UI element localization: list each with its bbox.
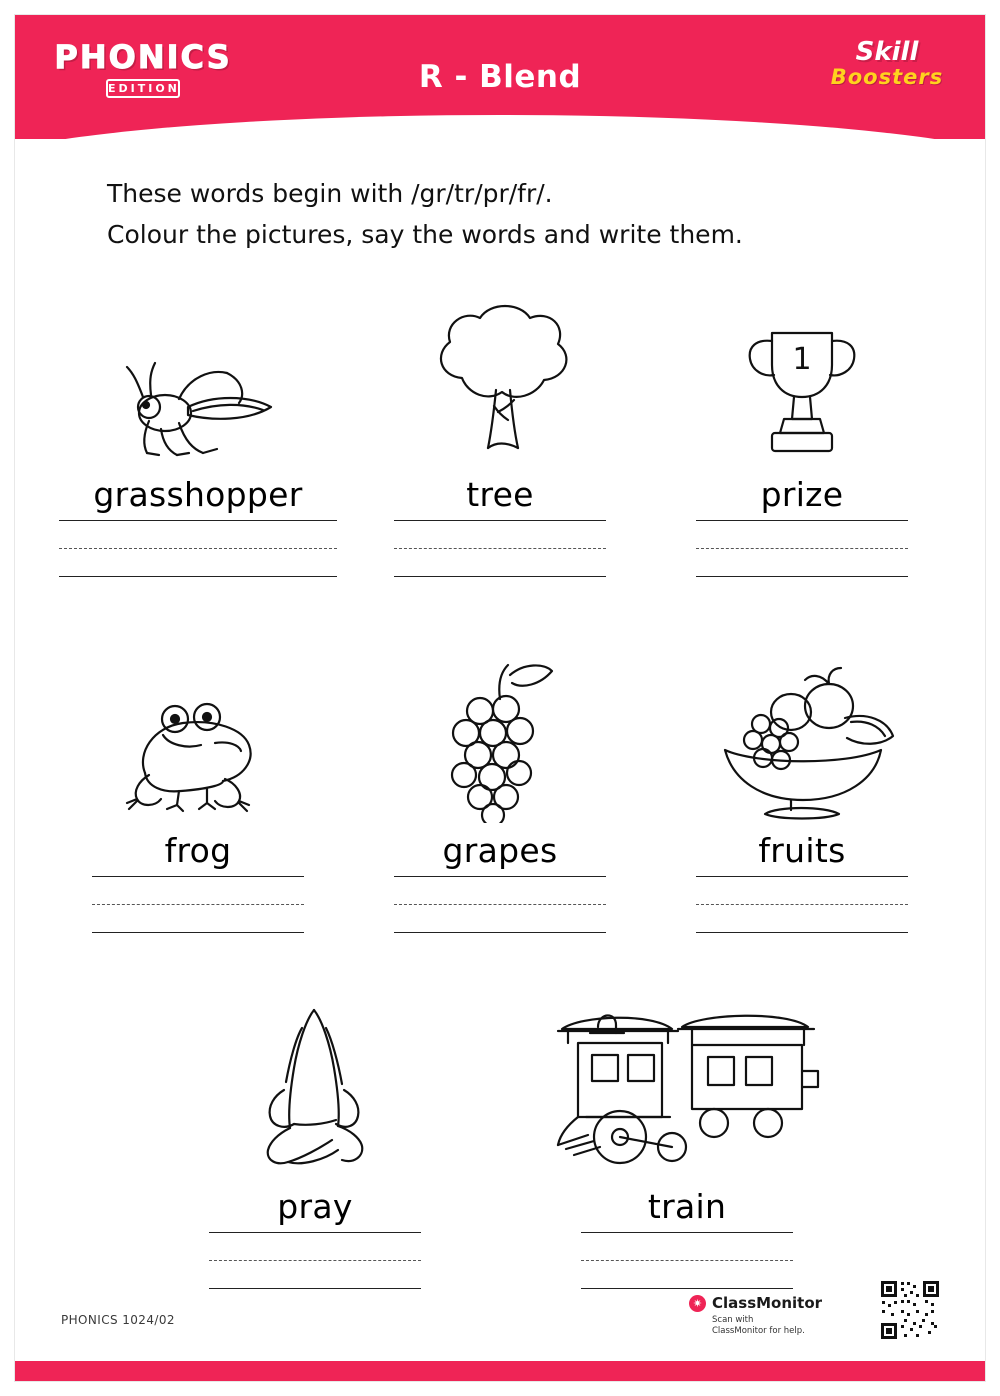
- frog-icon: [103, 633, 293, 823]
- writing-line-dashed: [209, 1260, 421, 1261]
- scan-help-line-2: ClassMonitor for help.: [712, 1326, 805, 1336]
- writing-line-solid-bottom: [92, 932, 304, 933]
- worksheet-item-fruits: [651, 633, 953, 933]
- worksheet-item-grasshopper: [47, 277, 349, 577]
- word-label: frog: [164, 831, 232, 870]
- fruit-bowl-icon: [695, 633, 910, 823]
- train-icon: [542, 989, 832, 1179]
- writing-line-solid-bottom: [394, 576, 606, 577]
- writing-line-dashed: [394, 904, 606, 905]
- worksheet-sheet: [14, 14, 986, 1382]
- writing-line-solid-top: [394, 520, 606, 521]
- writing-line-solid-top: [59, 520, 337, 521]
- worksheet-item-frog: [47, 633, 349, 933]
- worksheet-grid: [47, 277, 955, 1289]
- writing-line-solid-top: [92, 876, 304, 877]
- qr-code-icon[interactable]: [879, 1279, 941, 1341]
- writing-line-solid-bottom: [581, 1288, 793, 1289]
- writing-line-dashed: [92, 904, 304, 905]
- writing-line-solid-top: [696, 876, 908, 877]
- phonics-logo-word: PHONICS: [54, 38, 232, 76]
- writing-lines[interactable]: [394, 876, 606, 933]
- instructions-line-2: Colour the pictures, say the words and write them.: [107, 220, 743, 249]
- writing-lines[interactable]: [209, 1232, 421, 1289]
- grapes-icon: [420, 633, 580, 823]
- worksheet-item-tree: [349, 277, 651, 577]
- writing-line-solid-top: [696, 520, 908, 521]
- word-label: tree: [466, 475, 534, 514]
- worksheet-row: [47, 633, 955, 933]
- skill-boosters-logo-bottom: Boosters: [830, 65, 944, 89]
- worksheet-code: PHONICS 1024/02: [61, 1313, 175, 1327]
- trophy-icon: [722, 277, 882, 467]
- writing-lines[interactable]: [581, 1232, 793, 1289]
- header-curve-decoration: [15, 115, 985, 139]
- phonics-logo-edition: EDITION: [106, 79, 180, 98]
- footer-accent-bar: [15, 1361, 985, 1381]
- writing-line-solid-top: [394, 876, 606, 877]
- page-header: [15, 15, 985, 139]
- writing-line-dashed: [581, 1260, 793, 1261]
- writing-lines[interactable]: [59, 520, 337, 577]
- grasshopper-icon: [93, 277, 303, 467]
- writing-line-solid-bottom: [394, 932, 606, 933]
- scan-help-line-1: Scan with: [712, 1315, 754, 1325]
- worksheet-row: [47, 989, 955, 1289]
- worksheet-item-grapes: [349, 633, 651, 933]
- writing-line-dashed: [59, 548, 337, 549]
- classmonitor-brand: [689, 1294, 849, 1337]
- writing-lines[interactable]: [394, 520, 606, 577]
- writing-line-solid-top: [581, 1232, 793, 1233]
- row-spacer: [47, 933, 955, 989]
- word-label: prize: [760, 475, 844, 514]
- worksheet-item-prize: [651, 277, 953, 577]
- page-title: R - Blend: [418, 59, 582, 95]
- tree-icon: [410, 277, 590, 467]
- worksheet-row: [47, 277, 955, 577]
- skill-boosters-logo-top: Skill: [855, 37, 919, 67]
- skill-boosters-logo: [823, 39, 951, 115]
- word-label: grasshopper: [93, 475, 303, 514]
- word-label: grapes: [442, 831, 558, 870]
- writing-lines[interactable]: [696, 876, 908, 933]
- brand-name: ClassMonitor: [712, 1294, 823, 1312]
- word-label: train: [647, 1187, 727, 1226]
- writing-line-dashed: [394, 548, 606, 549]
- star-icon: ✷: [689, 1295, 706, 1312]
- instructions-line-1: These words begin with /gr/tr/pr/fr/.: [107, 179, 553, 208]
- writing-lines[interactable]: [696, 520, 908, 577]
- writing-line-dashed: [696, 548, 908, 549]
- writing-line-solid-top: [209, 1232, 421, 1233]
- worksheet-item-pray: [164, 989, 466, 1289]
- svg-text:1: 1: [792, 342, 812, 377]
- writing-line-dashed: [696, 904, 908, 905]
- worksheet-item-train: [536, 989, 838, 1289]
- praying-hands-icon: [228, 989, 403, 1179]
- word-label: pray: [277, 1187, 353, 1226]
- row-spacer: [47, 577, 955, 633]
- writing-line-solid-bottom: [696, 576, 908, 577]
- writing-line-solid-bottom: [209, 1288, 421, 1289]
- writing-line-solid-bottom: [59, 576, 337, 577]
- word-label: fruits: [758, 831, 846, 870]
- writing-line-solid-bottom: [696, 932, 908, 933]
- instructions: [107, 173, 937, 255]
- writing-lines[interactable]: [92, 876, 304, 933]
